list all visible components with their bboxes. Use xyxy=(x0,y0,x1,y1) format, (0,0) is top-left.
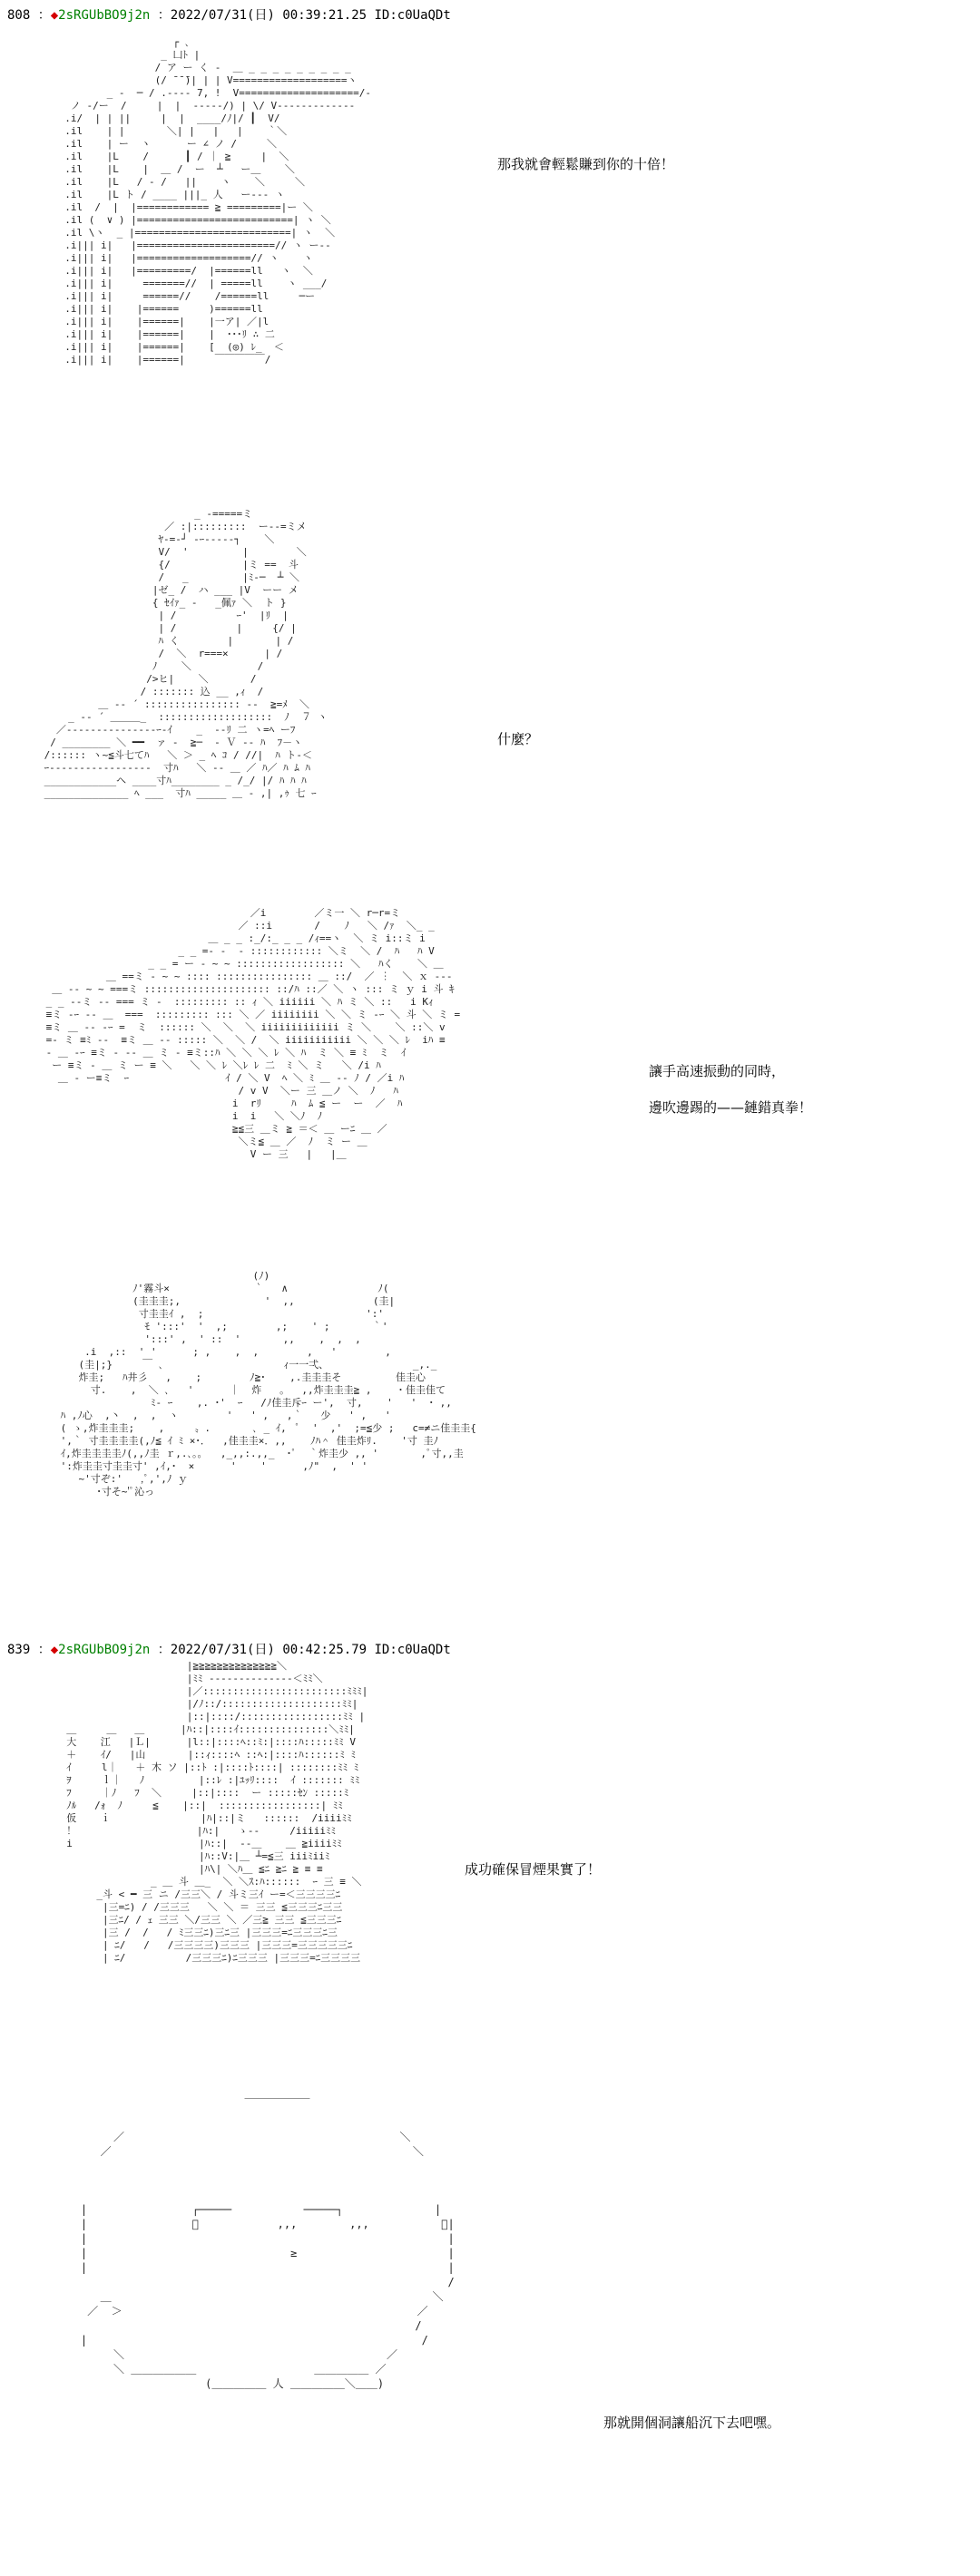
ascii-art-figure-2: _ -=====ミ ／ :|::::::::: ー‐‐=ミメ ﾔ-=-┘ -ｰ-‐‐‐‐┐ ＼ V/ ' | ＼ {/ |ミ == 斗 / _ |ﾐ-─ ┴ ＼ |ゼ_ / ハ ___ |V ーー メ { ｾｲｧ_ - _佩ｧ ＼ ト } | / ｰ' |ﾘ | | / | {/ | ﾊ く | | / / ＼ r===× | / ﾉ ＼ / />ヒ| ＼ / / ::::::: 込 __ ,ｨ / ＿ -‐ ´ :::::::::::::::: ‐‐ ≧=ﾒ ＼ _ -‐ ´ ＿＿＿_ ::::::::::::::::::: ﾉ ７ ヽ ／---------------ｰ-ｲ _ ‐‐ﾘ 二 ヽ=ﾍ ーﾌ / ________ ＼ ━━ ァ ‐ ≧─ - Ｖ ‐‐ ﾊ ﾌ－ヽ /:::::: ヽ~≦斗七てﾊ ＼ ＞ _ ﾍ ｺ / //| ﾊ ト-＜ ｰ----------------- 寸ﾊ ＼ ‐‐ ＿ ／ ﾊ／ ﾊ ﾑ ﾊ ____________ヘ ____寸ﾊ________ _ /_/ |/ ﾊ ﾊ ﾊ ______________ ﾍ ___ 寸ﾊ _____ ＿ ‐ ,| ,ｩ 七 ｰ xyxy=(44,508,328,799)
trip-code[interactable]: 2sRGUbBO9j2n xyxy=(58,8,151,23)
dialog-panel-1: 那我就會輕鬆賺到你的十倍！ xyxy=(497,156,675,172)
dialog-panel-6: 那就開個洞讓船沉下去吧嘿。 xyxy=(603,2415,781,2431)
dialog-panel-2: 什麼？ xyxy=(497,731,539,747)
dialog-panel-3-line2: 邊吹邊踢的——鏈錯真拳！ xyxy=(649,1099,813,1116)
post-datetime: 2022/07/31(日) 00:39:21.25 xyxy=(170,8,368,23)
trip-marker: ◆ xyxy=(50,1643,59,1657)
ascii-art-figure-5: |≧≧≧≧≧≧≧≧≧≧≧≧≧≧＼ |ﾐﾐ ‐‐‐‐‐‐‐‐‐‐‐‐‐‐＜ﾐﾐ＼ |／::::::::::::::::::::::::ﾐﾐﾐ| |/ﾉ::/::::::::::::::::::::ﾐﾐ| |::|::::/:::::::::::::::::ﾐﾐ | ＿ ＿ ＿ |ﾊ::|::::ｲ:::::::::::::::＼ﾐﾐ| 大 江 |Ｌ| |l::|::::ﾍ::ﾐ:|::::ﾊ:::::ﾐﾐ V ＋ ｲ/ |山 |::ｨ::::ﾍ ::ﾍ:|::::ﾊ::::::ﾐ ﾐ ｲ l｜ ＋ 木 ソ |::ﾄ :|::::ﾄ::::| ::::::::ﾐﾐ ﾐ ｦ ｌ｜ ﾉ |::ﾚ :|ﾕｯﾘ:::: ｲ ::::::: ﾐﾐ ﾌ ｜ﾉ ﾌ ＼ |::|:::: ー :::::ｾﾝ :::::ﾐ ﾉﾙ /ｫ ﾉ ≦ |::| :::::::::::::::::| ﾐﾐ 仮 ｉ |ﾊ|::|ミ :::::: /iiiiﾐﾐ ！ |ﾊ:| ゝ‐‐ /iiiiiﾐﾐ i |ﾊ::| ‐-＿ ＿ ≧iiiiﾐﾐ |ﾊ::V:|＿ ┴=≦三 iiiﾐiiﾐ |ﾊ\| ＼ﾊ＿ ≦ﾆ ≧ﾆ ≧ ≡ ≡ _ ＿ 斗 ＿_ ＼ ＼ｽ:ﾊ:::::: ｰ 三 ≡ ＼ _斗 < ━ 三 ニ /三三＼ / 斗ミ三ｲ ー=＜三三三三ﾆ |三=ﾆ) / /三三三 ＼ ＼ ＝ 三三 ≦三三三ﾆ三三 |三ﾆ/ / ｪ 三三 ＼/三三 ＼ ／三≧ 三三 ≦三三三ﾆ |三 / / / ﾐ三三ﾆ)三ﾆ三 |三三三=ﾆ三三三ﾆ三 | ﾆ/ / /三三三三)三三三 |三三三=三三三三三ﾆ | ﾆ/ /三三三ﾆ)ﾆ三三三 |三三三=ﾆ三三三三 xyxy=(66,1660,368,1964)
post-header-839: 839 ：◆2sRGUbBO9j2n ：2022/07/31(日) 00:42:25.79 ID:c0UaQDt xyxy=(7,1643,451,1657)
trip-code[interactable]: 2sRGUbBO9j2n xyxy=(58,1643,151,1657)
post-number: 808 xyxy=(7,8,31,23)
dialog-panel-5: 成功確保冒煙果實了！ xyxy=(465,1861,602,1878)
post-number: 839 xyxy=(7,1643,31,1657)
ascii-art-sfx: (ﾉ) ﾉ'霧斗× ｀ ∧ ﾉ( (圭圭圭;, ' ,, (圭| 寸圭圭ｲ , ; ':' ﾓ ':::' ' ,; ,; ' ; ｀' ':::' , ' :: ' ,, , , , .i ,:: ' ' ; , , , , ' , (圭|;} ￣ ､ ｨ一一弌、 _,._ 炸圭; ﾊ井彡 , ; ﾉ≧･ ,.圭圭圭そ 佳圭心 寸. , ＼ ､ ' ｜ 炸 。 ,,炸圭圭圭≧ , ・佳圭佳て ﾐ‐ ｰ ,. ･' ｰ /ﾉ佳圭斥ｰ ー', 寸, ' ' ･ ,, ﾊ ,ﾉ心 ,丶 , , ヽ ' ' , ,｀ 少 ' , ' ( ゝ,炸圭圭圭; , 〟. ､ _ ｲ, ﾟ ' ,' ;=≦少 ; c=≠ニ佳圭圭{ ',｀ 寸圭圭圭圭(,ﾉ≦ ｲ ﾐ ×･． ,佳圭圭×．,, ﾉﾊ＾ 佳圭炸ﾘ. '寸 圭ﾉ ｲ,炸圭圭圭圭ﾉ(,,ﾉ圭 ｒ,.､｡｡ ,_,,:.,,_ ･ﾟ ｀炸圭少 ,, ' ,ﾟ寸,,圭 ':炸圭圭寸圭圭寸' ,ｲ,･ × ' ' ,ﾉ" , ' ' ~'寸ぞ:' ,ﾟ,',ﾉ ｙ ･寸そ~'ﾟ沁っ xyxy=(60,1270,476,1498)
trip-marker: ◆ xyxy=(50,8,59,23)
post-header-808: 808 ：◆2sRGUbBO9j2n ：2022/07/31(日) 00:39:21.25 ID:c0UaQDt xyxy=(7,8,451,23)
dialog-panel-3-line1: 讓手高速振動的同時， xyxy=(649,1063,786,1079)
post-datetime: 2022/07/31(日) 00:42:25.79 xyxy=(170,1643,368,1657)
post-id: ID:c0UaQDt xyxy=(374,1643,451,1657)
ascii-art-figure-6: ＿＿＿＿＿＿ ／ ＼ ／ ＼ | ┌───── ─────┐ | | ﾞ ,,, ,,, ﾞ| | | | ≥ | | | / ＿ ＼ ／ ＞ ／ / | / ＼ ／ ＼ ＿＿＿＿＿＿ ＿＿＿＿＿ ／ (＿＿＿＿＿ 人 ＿＿＿＿＿＼＿＿) xyxy=(80,2087,455,2390)
post-id: ID:c0UaQDt xyxy=(374,8,451,23)
ascii-art-figure-1: ┌ ､ _ 凵ﾄ | / ア ー く ‐ ＿ _ _ _ _ _ _ _ _ _ (/ ̄ ̄ ̄)| | | V===================ヽ _ - ─ / .---- 7, ! V====================/- ノ -/ー / | | -----/) | \/ V‐‐‐‐‐‐‐‐‐‐‐‐‐ .i/ | | || | | ____/ﾉ|/ ┃ V/ .il | | ＼| | | | ｀＼ .il | ー ヽ ー ∠ ノ / ＼ .il |L / ┃ / ｜ ≧ | ＼ .il |L | ＿ / ー ┴ ー＿ ＼ .il |L / - / || ヽ ＼ ＼ .il |L ト / ____ |||_ 人 ー--- ヽ .il / | |============ ≧ =========|ー ＼ .il ( ∨ ) |==========================| ヽ ＼ .il \ヽ _ |==========================| ヽ ＼ .i||| i| |=======================// ヽ ー-- .i||| i| |===================// ヽ ヽ .i||| i| |=========/ |======ll ヽ ＼ .i||| i| =======// | =====ll ヽ ___/ .i||| i| ======// /======ll ─ー .i||| i| |====== )======ll .i||| i| |======| |一ア| ／|l .i||| i| |======| | ･･･ﾘ ∴ 二 .i||| i| |======| [ (◎) ﾚ_ ＜ .i||| i| |======| ￣￣￣￣￣/ xyxy=(64,36,371,366)
ascii-art-figure-3: ／i ／ミ一 ＼ r─r=ミ ／ ::i / ﾉ ＼ /ｧ ＼_ _ ＿ _ _ :_/:_ _ _ /ｨ==ヽ ＼ ミ i::ミ i _ _ =- ‐ ‐ :::::::::::: ＼ミ ＼ / ﾊ ﾊ V _ _ = ー ‐ ~ ~ :::::::::::::::::: ＼ ﾊく ＼ ＿ ＿ ==ミ ‐ ~ ~ :::: :::::::::::::::: ＿ ::/ ／ ︙ ＼ ｘ ‐‐‐ ＿ -‐ ~ ~ ===ミ ::::::::::::::::::::: ::/ﾊ ::／ ＼ ヽ ::: ミ ｙ i 斗 ｷ _ _ --ミ ‐‐ === ミ ‐ ::::::::: :: ｨ ＼ iiiiii ＼ ﾊ ミ ＼ :: i Kｨ ≡ミ -ｰ ‐‐ ＿ === ::::::::: ::: ＼ ／ iiiiiiii ＼ ＼ ミ -ｰ ＼ 斗 ＼ ミ = ≡ミ ＿ ‐‐ -ｰ = ミ :::::: ＼ ＼ ＼ iiiiiiiiiiiii ミ ＼ ＼ ::＼ v =‐ ミ ≡ﾐ ‐‐ ≡ミ ＿ ‐‐ ::::: ＼ ＼ / ＼ iiiiiiiiiii ＼ ＼ ＼ ﾚ iﾊ ≡ ‐ ＿ -ｰ ≡ミ ‐ ‐‐ ＿ ミ ‐ ≡ミ::ﾊ ＼ ＼ ＼ ﾚ ＼ ﾊ ミ ＼ ≡ ﾐ ミ ｲ ー ≡ミ ‐ ＿ ミ ー ≡ ＼ ＼ ＼ ﾚ ＼ﾚ ﾚ 二 ﾐ ＼ ミ ＼ /i ﾊ ＿ ‐ ー≡ミ ｰ ｲ / ＼ V ﾍ ＼ ﾐ ＿ ‐‐ ﾉ / ／i ﾊ / v V ＼ー 三 ＿ノ ＼ ﾉ ﾊ i rﾘ ﾊ ﾑ ≦ ー ー ／ ﾊ i i ＼ ＼ﾉ ﾉ ≧≦三 ＿ミ ≧ ＝＜ ＿ ーﾆ ＿ ／ ＼ミ≦ ＿ ／ ﾉ ミ ー ＿ V ー 三 | |＿ xyxy=(45,907,461,1160)
